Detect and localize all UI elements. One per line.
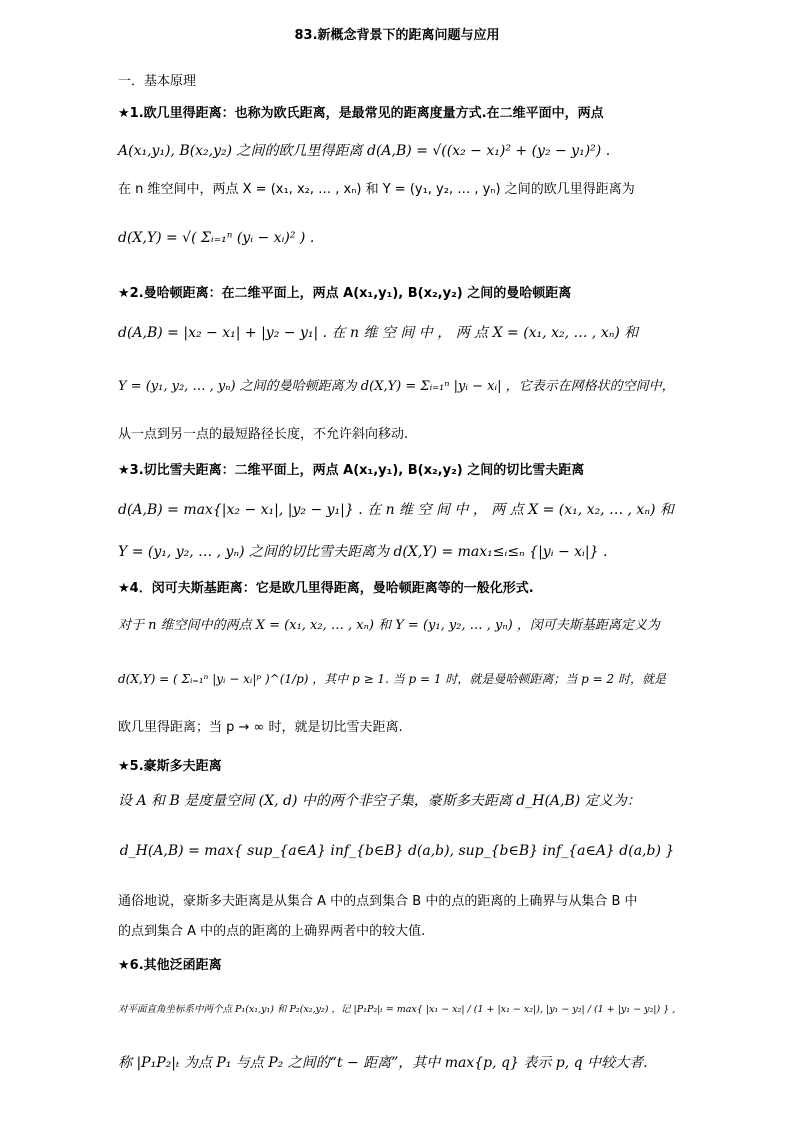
- formula-chebyshev-nd: Y = (y₁, y₂, … , yₙ) 之间的切比雪夫距离为 d(X,Y) = max₁≤ᵢ≤ₙ {|yᵢ − xᵢ|} .: [118, 544, 608, 560]
- heading-chebyshev: ★3.切比雪夫距离：二维平面上，两点 A(x₁,y₁), B(x₂,y₂) 之间的切比雪夫距离: [118, 463, 585, 478]
- heading-minkowski: ★4．闵可夫斯基距离：它是欧几里得距离，曼哈顿距离等的一般化形式.: [118, 581, 534, 596]
- formula-euclidean-nd: d(X,Y) = √( Σᵢ₌₁ⁿ (yᵢ − xᵢ)² ) .: [118, 230, 315, 246]
- formula-minkowski: d(X,Y) = ( Σᵢ₌₁ⁿ |yᵢ − xᵢ|ᵖ )^(1/p) ，其中 p ≥ 1. 当 p = 1 时，就是曼哈顿距离；当 p = 2 时，就是: [118, 672, 666, 686]
- formula-t-distance: 对平面直角坐标系中两个点 P₁(x₁,y₁) 和 P₂(x₂,y₂) ，记 |P₁P₂|ₜ = max{ |x₁ − x₂| / (1 + |x₁ − x₂|), |y₁ − y₂| / (1 + |y₁ − y₂|) } ,: [118, 1004, 676, 1015]
- text-minkowski-def: 对于 n 维空间中的两点 X = (x₁, x₂, … , xₙ) 和 Y = (y₁, y₂, … , yₙ) ，闵可夫斯基距离定义为: [118, 618, 660, 633]
- text-minkowski-cases: 欧几里得距离；当 p → ∞ 时，就是切比雪夫距离.: [118, 720, 403, 735]
- formula-manhattan-2d: d(A,B) = |x₂ − x₁| + |y₂ − y₁| . 在 n 维 空 间 中 ， 两 点 X = (x₁, x₂, … , xₙ) 和: [118, 325, 639, 341]
- text-hausdorff-def: 设 A 和 B 是度量空间 (X, d) 中的两个非空子集，豪斯多夫距离 d_H(A,B) 定义为：: [118, 793, 641, 809]
- heading-manhattan: ★2.曼哈顿距离：在二维平面上，两点 A(x₁,y₁), B(x₂,y₂) 之间的曼哈顿距离: [118, 286, 572, 301]
- page-title: 83.新概念背景下的距离问题与应用: [294, 28, 500, 43]
- formula-hausdorff: d_H(A,B) = max{ sup_{a∈A} inf_{b∈B} d(a,b), sup_{b∈B} inf_{a∈A} d(a,b) }: [119, 843, 675, 859]
- text-manhattan-desc: 从一点到另一点的最短路径长度，不允许斜向移动.: [118, 427, 409, 442]
- heading-other-distance: ★6.其他泛函距离: [118, 958, 222, 973]
- formula-euclidean-2d: A(x₁,y₁), B(x₂,y₂) 之间的欧几里得距离 d(A,B) = √((x₂ − x₁)² + (y₂ − y₁)²) .: [118, 143, 611, 159]
- section-heading: 一．基本原理: [118, 74, 197, 89]
- heading-euclidean: ★1.欧几里得距离：也称为欧氏距离，是最常见的距离度量方式.在二维平面中，两点: [118, 106, 604, 121]
- text-t-distance-desc: 称 |P₁P₂|ₜ 为点 P₁ 与点 P₂ 之间的“t − 距离”，其中 max{p, q} 表示 p, q 中较大者.: [118, 1055, 648, 1071]
- text-euclidean-nd: 在 n 维空间中，两点 X = (x₁, x₂, … , xₙ) 和 Y = (y₁, y₂, … , yₙ) 之间的欧几里得距离为: [118, 182, 635, 197]
- text-hausdorff-explain-1: 通俗地说，豪斯多夫距离是从集合 A 中的点到集合 B 中的点的距离的上确界与从集合 B 中: [118, 894, 638, 909]
- heading-hausdorff: ★5.豪斯多夫距离: [118, 759, 222, 774]
- text-hausdorff-explain-2: 的点到集合 A 中的点的距离的上确界两者中的较大值.: [118, 924, 426, 939]
- formula-manhattan-nd: Y = (y₁, y₂, … , yₙ) 之间的曼哈顿距离为 d(X,Y) = Σᵢ₌₁ⁿ |yᵢ − xᵢ| ，它表示在网格状的空间中，: [118, 379, 675, 394]
- formula-chebyshev-2d: d(A,B) = max{|x₂ − x₁|, |y₂ − y₁|} . 在 n 维 空 间 中 ， 两 点 X = (x₁, x₂, … , xₙ) 和: [118, 502, 674, 518]
